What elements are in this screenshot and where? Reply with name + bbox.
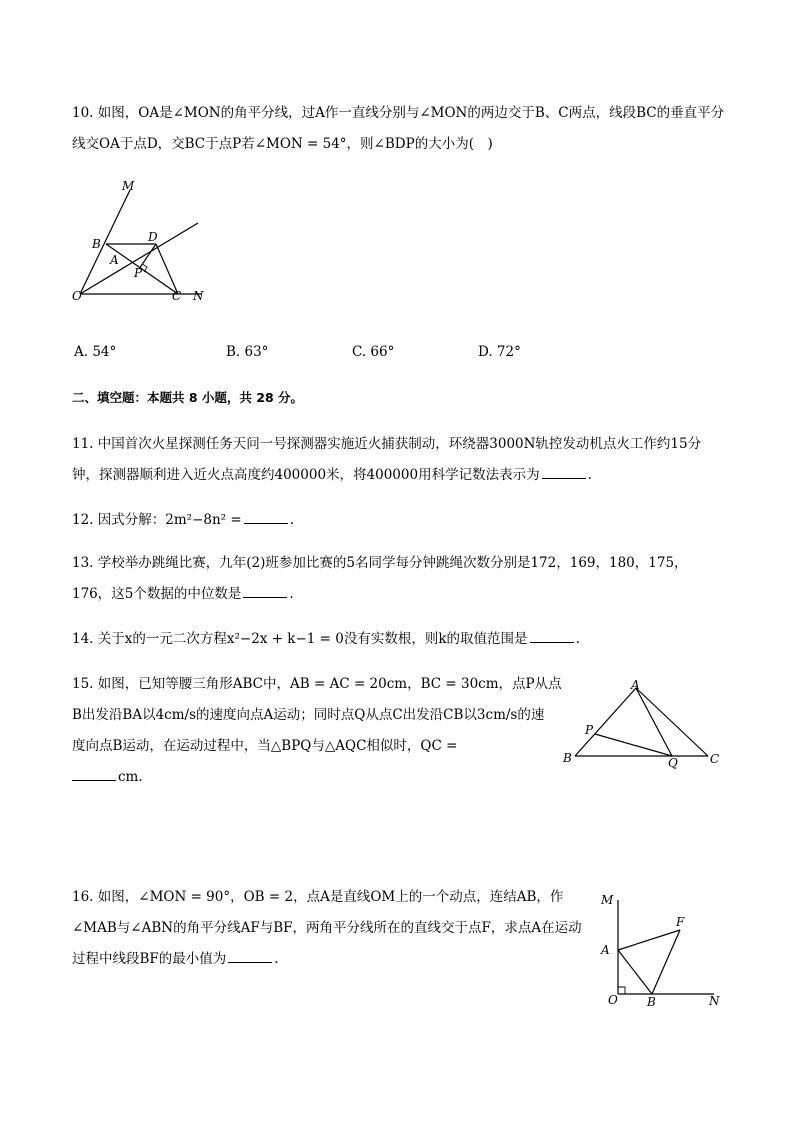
q16-figure — [600, 890, 730, 1010]
q12-text: 12. 因式分解：2m²−8n² = — [72, 512, 242, 528]
q13-end: . — [289, 586, 294, 602]
q13-answer-blank — [243, 585, 287, 598]
q14-end: . — [575, 631, 580, 647]
q10-label-m: M — [122, 179, 135, 193]
q15-label-p: P — [585, 723, 594, 737]
q11-text: 钟，探测器顺利进入近火点高度约400000米，将400000用科学记数法表示为 — [72, 467, 540, 483]
q15-label-q: Q — [668, 756, 678, 770]
q10-option-b: B. 63° — [226, 344, 269, 360]
q15-label-c: C — [710, 752, 720, 766]
q10-line2: 线交OA于点D，交BC于点P若∠MON = 54°，则∠BDP的大小为( ) — [72, 136, 493, 152]
q10-label-a: A — [110, 253, 119, 267]
q15-line3: 度向点B运动，在运动过程中，当△BPQ与△AQC相似时，QC = — [72, 738, 458, 754]
q14-line — [72, 629, 580, 649]
q10-option-c: C. 66° — [352, 344, 395, 360]
q16-answer-blank — [228, 950, 272, 963]
section-heading: 二、填空题：本题共 8 小题，共 28 分。 — [72, 390, 304, 405]
q16-label-m: M — [601, 893, 614, 907]
q14-answer-blank — [530, 630, 574, 643]
q15-line1: 15. 如图，已知等腰三角形ABC中，AB = AC = 20cm，BC = 30cm，点P从点 — [72, 676, 562, 692]
q12-answer-blank — [244, 511, 288, 524]
q13-text: 176，这5个数据的中位数是 — [72, 586, 242, 602]
q11-line2 — [72, 465, 592, 485]
q10-label-d: D — [148, 230, 158, 244]
q16-label-a: A — [601, 943, 610, 957]
q10-label-o: O — [72, 289, 82, 303]
q11-answer-blank — [542, 466, 586, 479]
q10-line1: 10. 如图，OA是∠MON的角平分线，过A作一直线分别与∠MON的两边交于B、C两点，线段BC的垂直平分 — [72, 105, 725, 121]
q13-line2 — [72, 584, 294, 604]
q16-label-n: N — [709, 994, 720, 1008]
q12-end: . — [289, 512, 294, 528]
q10-option-a: A. 54° — [74, 344, 117, 360]
q16-text: 过程中线段BF的最小值为 — [72, 951, 227, 967]
q14-text: 14. 关于x的一元二次方程x²−2x + k−1 = 0没有实数根，则k的取值范围是 — [72, 631, 528, 647]
q15-label-a: A — [631, 678, 640, 692]
q11-end: . — [587, 467, 592, 483]
q16-label-o: O — [608, 993, 618, 1007]
q16-line3 — [72, 949, 279, 969]
q15-label-b: B — [563, 751, 572, 765]
q10-label-p: P — [134, 266, 143, 280]
q16-end: . — [274, 951, 279, 967]
q15-unit: cm. — [118, 769, 143, 785]
q15-figure — [562, 678, 732, 768]
q15-line2: B出发沿BA以4cm/s的速度向点A运动；同时点Q从点C出发沿CB以3cm/s的速 — [72, 707, 545, 723]
q10-label-c: C — [172, 289, 182, 303]
q15-line4 — [72, 767, 143, 787]
q16-line1: 16. 如图，∠MON = 90°，OB = 2，点A是直线OM上的一个动点，连结AB，作 — [72, 889, 564, 905]
q16-label-b: B — [647, 995, 656, 1009]
q10-figure — [72, 178, 212, 308]
q16-label-f: F — [676, 915, 685, 929]
q10-label-b: B — [92, 237, 101, 251]
q13-line1: 13. 学校举办跳绳比赛，九年(2)班参加比赛的5名同学每分钟跳绳次数分别是172，169，180，175， — [72, 555, 688, 571]
q15-answer-blank — [72, 768, 116, 781]
q16-line2: ∠MAB与∠ABN的角平分线AF与BF，两角平分线所在的直线交于点F，求点A在运动 — [72, 920, 582, 936]
q11-line1: 11. 中国首次火星探测任务天问一号探测器实施近火捕获制动，环绕器3000N轨控发动机点火工作约15分 — [72, 436, 702, 452]
q10-label-n: N — [193, 289, 204, 303]
q10-option-d: D. 72° — [478, 344, 521, 360]
q12-line — [72, 510, 294, 530]
